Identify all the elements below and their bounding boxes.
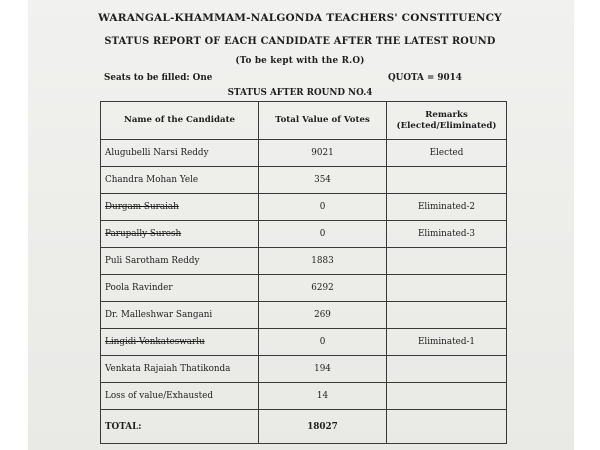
- table-row: [101, 329, 507, 356]
- table-row: [101, 248, 507, 275]
- report-note: (To be kept with the R.O): [235, 56, 365, 66]
- table-row: [101, 275, 507, 302]
- vote-value: 1883: [259, 248, 387, 275]
- vote-value: 0: [259, 221, 387, 248]
- table-row: [101, 221, 507, 248]
- remarks-header-line1: Remarks: [425, 109, 468, 120]
- column-header-votes: Total Value of Votes: [259, 102, 387, 140]
- seats-to-be-filled: Seats to be filled: One: [104, 73, 213, 83]
- remark-cell: [387, 383, 507, 410]
- candidate-name: Alugubelli Narsi Reddy: [101, 140, 259, 167]
- column-header-name: Name of the Candidate: [101, 102, 259, 140]
- table-header-row: [101, 102, 507, 140]
- table-row: [101, 140, 507, 167]
- remark-cell: [387, 248, 507, 275]
- table-row: [101, 167, 507, 194]
- remark-cell: [387, 275, 507, 302]
- remark-cell: [387, 356, 507, 383]
- results-table: [100, 101, 507, 444]
- candidate-name: Poola Ravinder: [101, 275, 259, 302]
- candidate-name: Durgam Suraiah: [101, 194, 259, 221]
- report-subtitle: STATUS REPORT OF EACH CANDIDATE AFTER THE LATEST ROUND: [104, 36, 496, 47]
- candidate-name: Puli Sarotham Reddy: [101, 248, 259, 275]
- total-remark-cell: [387, 410, 507, 444]
- vote-value: 0: [259, 194, 387, 221]
- vote-value: 0: [259, 329, 387, 356]
- candidate-name: Venkata Rajaiah Thatikonda: [101, 356, 259, 383]
- total-votes: 18027: [259, 410, 387, 444]
- total-row: [101, 410, 507, 444]
- remark-cell: Eliminated-2: [387, 194, 507, 221]
- total-label: TOTAL:: [101, 410, 259, 444]
- vote-value: 9021: [259, 140, 387, 167]
- candidate-name: Dr. Malleshwar Sangani: [101, 302, 259, 329]
- table-row: [101, 356, 507, 383]
- remarks-header-line2: (Elected/Eliminated): [396, 120, 497, 131]
- remark-cell: Eliminated-1: [387, 329, 507, 356]
- table-row: [101, 302, 507, 329]
- candidate-name: Chandra Mohan Yele: [101, 167, 259, 194]
- quota-value: QUOTA = 9014: [388, 73, 462, 83]
- remark-cell: Eliminated-3: [387, 221, 507, 248]
- vote-value: 14: [259, 383, 387, 410]
- remark-cell: [387, 167, 507, 194]
- table-row: [101, 194, 507, 221]
- vote-value: 194: [259, 356, 387, 383]
- candidate-name: Loss of value/Exhausted: [101, 383, 259, 410]
- vote-value: 354: [259, 167, 387, 194]
- constituency-title: WARANGAL-KHAMMAM-NALGONDA TEACHERS' CONSTITUENCY: [98, 12, 502, 24]
- candidate-name: Parupally Suresh: [101, 221, 259, 248]
- candidate-name: Lingidi Venkateswarlu: [101, 329, 259, 356]
- column-header-remarks: [387, 102, 507, 140]
- remark-cell: [387, 302, 507, 329]
- remark-cell: Elected: [387, 140, 507, 167]
- table-row: [101, 383, 507, 410]
- vote-value: 6292: [259, 275, 387, 302]
- vote-value: 269: [259, 302, 387, 329]
- round-heading: STATUS AFTER ROUND NO.4: [227, 88, 373, 98]
